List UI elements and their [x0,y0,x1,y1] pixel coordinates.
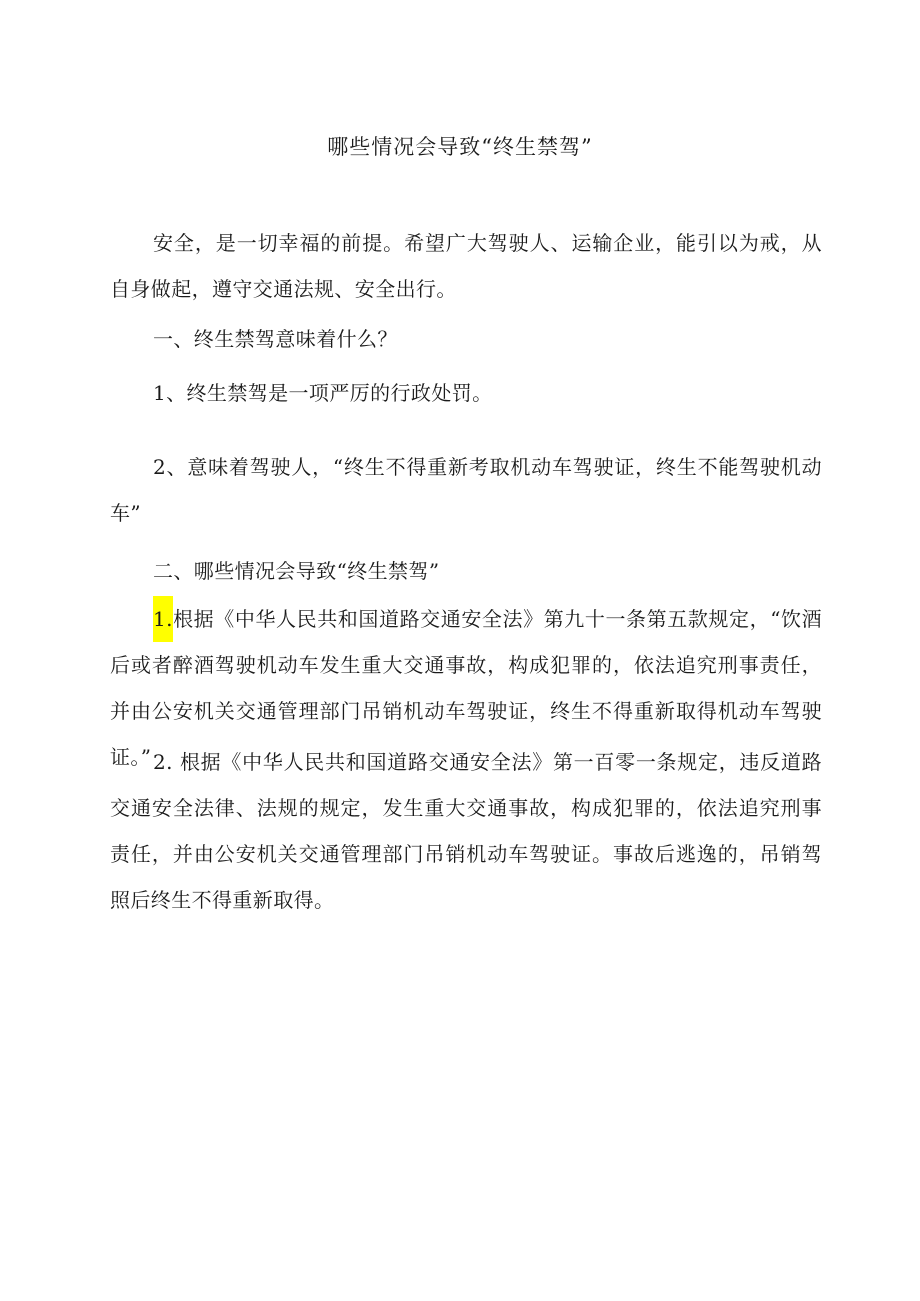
highlighted-item-number: 1. [153,596,173,642]
document-title: 哪些情况会导致“终生禁驾” [327,135,593,159]
section2-heading: 二、哪些情况会导致“终生禁驾” [153,559,440,583]
section1-point1: 1、终生禁驾是一项严厉的行政处罚。 [153,381,493,405]
intro-paragraph: 安全，是一切幸福的前提。希望广大驾驶人、运输企业，能引以为戒，从自身做起，遵守交通法规、安全出行。 [110,231,822,301]
section2-item1-text: 根据《中华人民共和国道路交通安全法》第九十一条第五款规定，“饮酒后或者醉酒驾驶机动车发生重大交通事故，构成犯罪的，依法追究刑事责任，并由公安机关交通管理部门吊销机动车驾驶证，终生不得重新取得机动车驾驶证。” [110,607,822,769]
section2-item2: 2. 根据《中华人民共和国道路交通安全法》第一百零一条规定，违反道路交通安全法律、法规的规定，发生重大交通事故，构成犯罪的，依法追究刑事责任，并由公安机关交通管理部门吊销机动车驾驶证。事故后逃逸的，吊销驾照后终生不得重新取得。 [110,750,822,912]
section1-heading: 一、终生禁驾意味着什么？ [153,327,398,351]
section1-point2: 2、意味着驾驶人，“终生不得重新考取机动车驾驶证，终生不能驾驶机动车” [110,455,822,525]
